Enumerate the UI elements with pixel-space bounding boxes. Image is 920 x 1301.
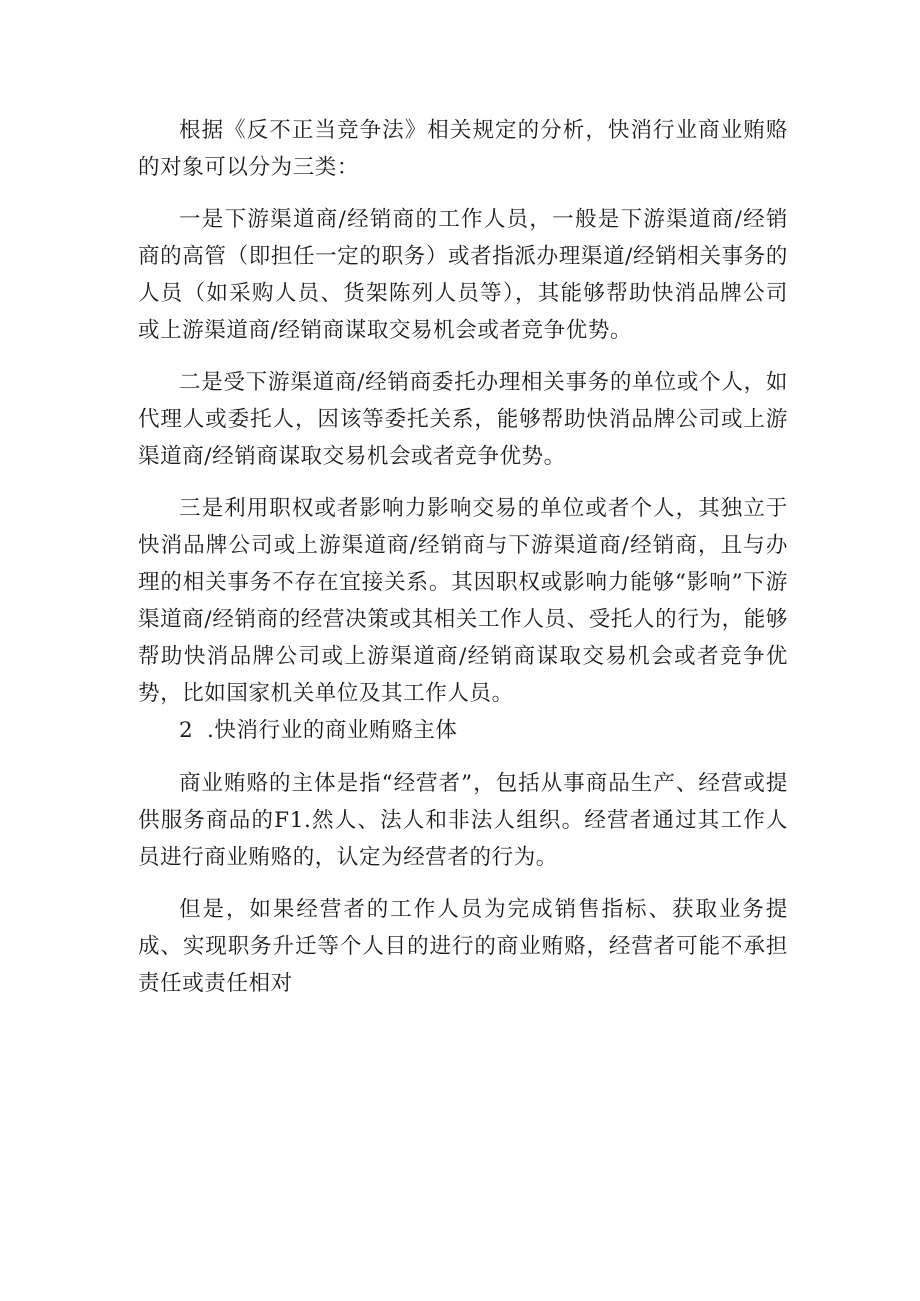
section-heading [138, 712, 788, 749]
paragraph-intro: 根据《反不正当竞争法》相关规定的分析，快消行业商业贿赂的对象可以分为三类： [138, 118, 788, 180]
paragraph-category-two: 二是受下游渠道商/经销商委托办理相关事务的单位或个人，如代理人或委托人，因该等委托关系，能够帮助快消品牌公司或上游渠道商/经销商谋取交易机会或者竞争优势。 [138, 370, 788, 469]
document-body [138, 112, 788, 1002]
section-number: 2 [179, 718, 194, 743]
paragraph-category-one: 一是下游渠道商/经销商的工作人员，一般是下游渠道商/经销商的高管（即担任一定的职务）或者指派办理渠道/经销相关事务的人员（如采购人员、货架陈列人员等），其能够帮助快消品牌公司或上游渠道商/经销商谋取交易机会或者竞争优势。 [138, 207, 788, 343]
paragraph-category-three: 三是利用职权或者影响力影响交易的单位或者个人，其独立于快消品牌公司或上游渠道商/经销商与下游渠道商/经销商，且与办理的相关事务不存在宜接关系。其因职权或影响力能够“影响”下游渠道商/经销商的经营决策或其相关工作人员、受托人的行为，能够帮助快消品牌公司或上游渠道商/经销商谋取交易机会或者竞争优势，比如国家机关单位及其工作人员。 [138, 496, 788, 706]
paragraph-exception: 但是，如果经营者的工作人员为完成销售指标、获取业务提成、实现职务升迁等个人目的进行的商业贿赂，经营者可能不承担责任或责任相对 [138, 897, 788, 996]
paragraph-subject-definition: 商业贿赂的主体是指“经营者”，包括从事商品生产、经营或提供服务商品的F1.然人、法人和非法人组织。经营者通过其工作人员进行商业贿赂的，认定为经营者的行为。 [138, 771, 788, 870]
section-title: .快消行业的商业贿赂主体 [207, 718, 458, 743]
